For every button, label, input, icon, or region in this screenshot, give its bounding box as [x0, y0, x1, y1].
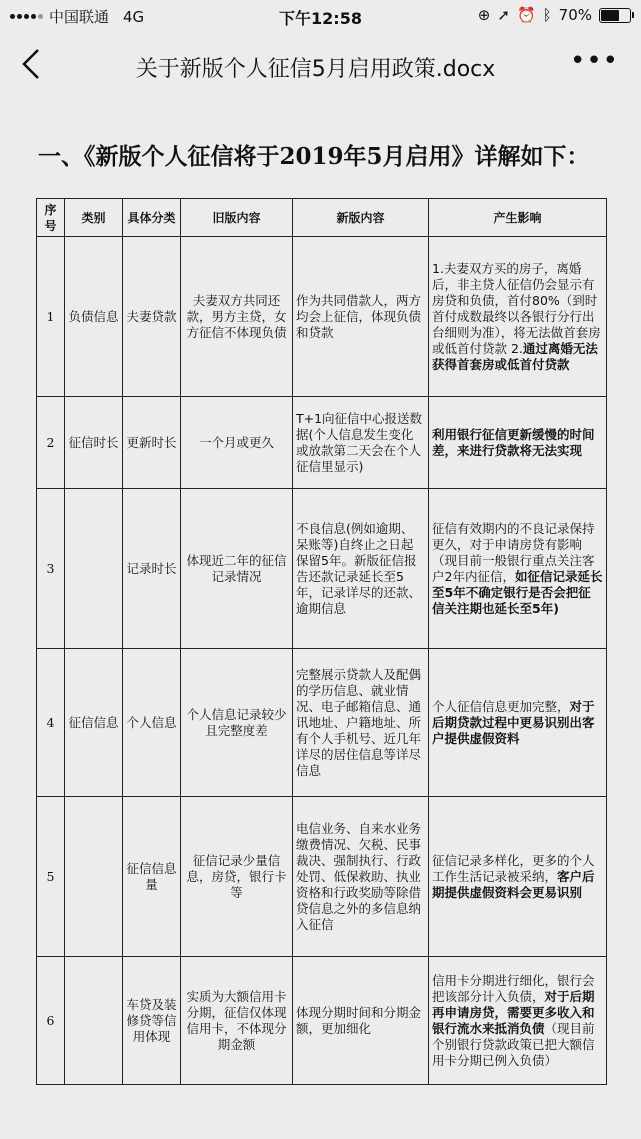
document-view [0, 100, 641, 1139]
impact-text: 1.夫妻双方买的房子，离婚后，非主贷人征信仍会显示有房贷和负债，首付80%（到时首付成数最终以各银行分行出台细则为准），将无法做首套房或低首付贷款 2. [432, 260, 601, 356]
header-old: 旧版内容 [181, 199, 293, 237]
cell-new: 不良信息(例如逾期、呆账等)自终止之日起保留5年。新版征信报告还款记录延长至5年，记录详尽的还款、逾期信息 [293, 489, 429, 649]
cell-old: 实质为大额信用卡分期，征信仅体现信用卡，不体现分期金额 [181, 957, 293, 1085]
cell-subcategory: 个人信息 [123, 649, 181, 797]
cell-subcategory: 车贷及装修贷等信用体现 [123, 957, 181, 1085]
nav-title: 关于新版个人征信5月启用政策.docx [135, 57, 496, 82]
table-row [37, 797, 607, 957]
chevron-left-icon[interactable] [16, 44, 52, 88]
cell-subcategory: 夫妻贷款 [123, 237, 181, 397]
impact-bold: 对于后期再申请房贷，需要更多收入和银行流水来抵消负债 [432, 988, 595, 1036]
nav-bar [0, 32, 641, 100]
cell-old: 夫妻双方共同还款，男方主贷，女方征信不体现负债 [181, 237, 293, 397]
more-icon[interactable]: ••• [569, 46, 619, 76]
cell-new: T+1向征信中心报送数据(个人信息发生变化或放款第二天会在个人征信里显示) [293, 397, 429, 489]
status-right [478, 6, 631, 24]
header-subcategory: 具体分类 [123, 199, 181, 237]
cell-impact [429, 489, 607, 649]
cell-impact [429, 397, 607, 489]
cell-no: 6 [37, 957, 65, 1085]
cell-impact [429, 957, 607, 1085]
cell-old: 一个月或更久 [181, 397, 293, 489]
impact-text: 征信记录多样化，更多的个人工作生活记录被采纳， [432, 852, 595, 884]
battery-fill [601, 10, 619, 21]
table-row [37, 237, 607, 397]
location-icon: ➚ [497, 6, 510, 24]
status-bar [0, 0, 641, 32]
cell-new: 作为共同借款人，两方均会上征信，体现负债和贷款 [293, 237, 429, 397]
cell-category: 征信时长 [65, 397, 123, 489]
impact-tail: （现目前个别银行贷款政策已把大额信用卡分期已例入负债） [432, 1020, 595, 1068]
bluetooth-icon: ᛒ [542, 6, 552, 24]
impact-text: 个人征信信息更加完整， [432, 698, 570, 714]
battery-icon [599, 8, 631, 23]
battery-percent: 70% [558, 6, 592, 24]
alarm-icon: ⏰ [516, 6, 536, 24]
cell-impact [429, 237, 607, 397]
cell-old: 体现近二年的征信记录情况 [181, 489, 293, 649]
cell-no: 4 [37, 649, 65, 797]
impact-bold: 对于后期贷款过程中更易识别出客户提供虚假资料 [432, 698, 595, 746]
cell-new: 电信业务、自来水业务缴费情况、欠税、民事裁决、强制执行、行政处罚、低保救助、执业资格和行政奖励等除借贷信息之外的多信息纳入征信 [293, 797, 429, 957]
impact-bold: 利用银行征信更新缓慢的时间差，来进行贷款将无法实现 [432, 426, 595, 458]
cell-subcategory: 记录时长 [123, 489, 181, 649]
cell-no: 2 [37, 397, 65, 489]
impact-text: 征信有效期内的不良记录保持更久，对于申请房贷有影响（现目前一般银行重点关注客户2年内征信， [432, 520, 595, 584]
policy-table [36, 198, 607, 1085]
lock-rotation-icon: ⊕ [477, 6, 491, 24]
cell-impact [429, 797, 607, 957]
cell-new: 体现分期时间和分期金额，更加细化 [293, 957, 429, 1085]
cell-subcategory: 征信信息量 [123, 797, 181, 957]
cell-category [65, 489, 123, 649]
network-label: 4G [123, 7, 145, 26]
table-header-row [37, 199, 607, 237]
impact-text: 信用卡分期进行细化，银行会把该部分计入负债， [432, 972, 595, 1004]
cell-category [65, 957, 123, 1085]
header-no: 序号 [37, 199, 65, 237]
cell-old: 征信记录少量信息，房贷，银行卡等 [181, 797, 293, 957]
cell-no: 1 [37, 237, 65, 397]
table-row [37, 649, 607, 797]
cell-no: 3 [37, 489, 65, 649]
impact-bold: 如征信记录延长至5年不确定银行是否会把征信关注期也延长至5年) [432, 568, 603, 616]
cell-old: 个人信息记录较少且完整度差 [181, 649, 293, 797]
cell-no: 5 [37, 797, 65, 957]
table-row [37, 397, 607, 489]
clock: 下午12:58 [279, 9, 362, 28]
cell-category [65, 797, 123, 957]
cell-new: 完整展示贷款人及配偶的学历信息、就业情况、电子邮箱信息、通讯地址、户籍地址、所有个人手机号、近几年详尽的居住信息等详尽信息 [293, 649, 429, 797]
document-heading: 一、《新版个人征信将于2019年5月启用》详解如下： [38, 143, 590, 170]
cell-category: 负债信息 [65, 237, 123, 397]
cell-subcategory: 更新时长 [123, 397, 181, 489]
carrier-label: 中国联通 [49, 8, 110, 26]
table-row [37, 957, 607, 1085]
impact-bold: 通过离婚无法获得首套房或低首付贷款 [432, 340, 598, 372]
header-new: 新版内容 [293, 199, 429, 237]
table-row [37, 489, 607, 649]
cell-impact [429, 649, 607, 797]
cell-category: 征信信息 [65, 649, 123, 797]
impact-bold: 客户后期提供虚假资料会更易识别 [432, 868, 595, 900]
header-category: 类别 [65, 199, 123, 237]
header-impact: 产生影响 [429, 199, 607, 237]
